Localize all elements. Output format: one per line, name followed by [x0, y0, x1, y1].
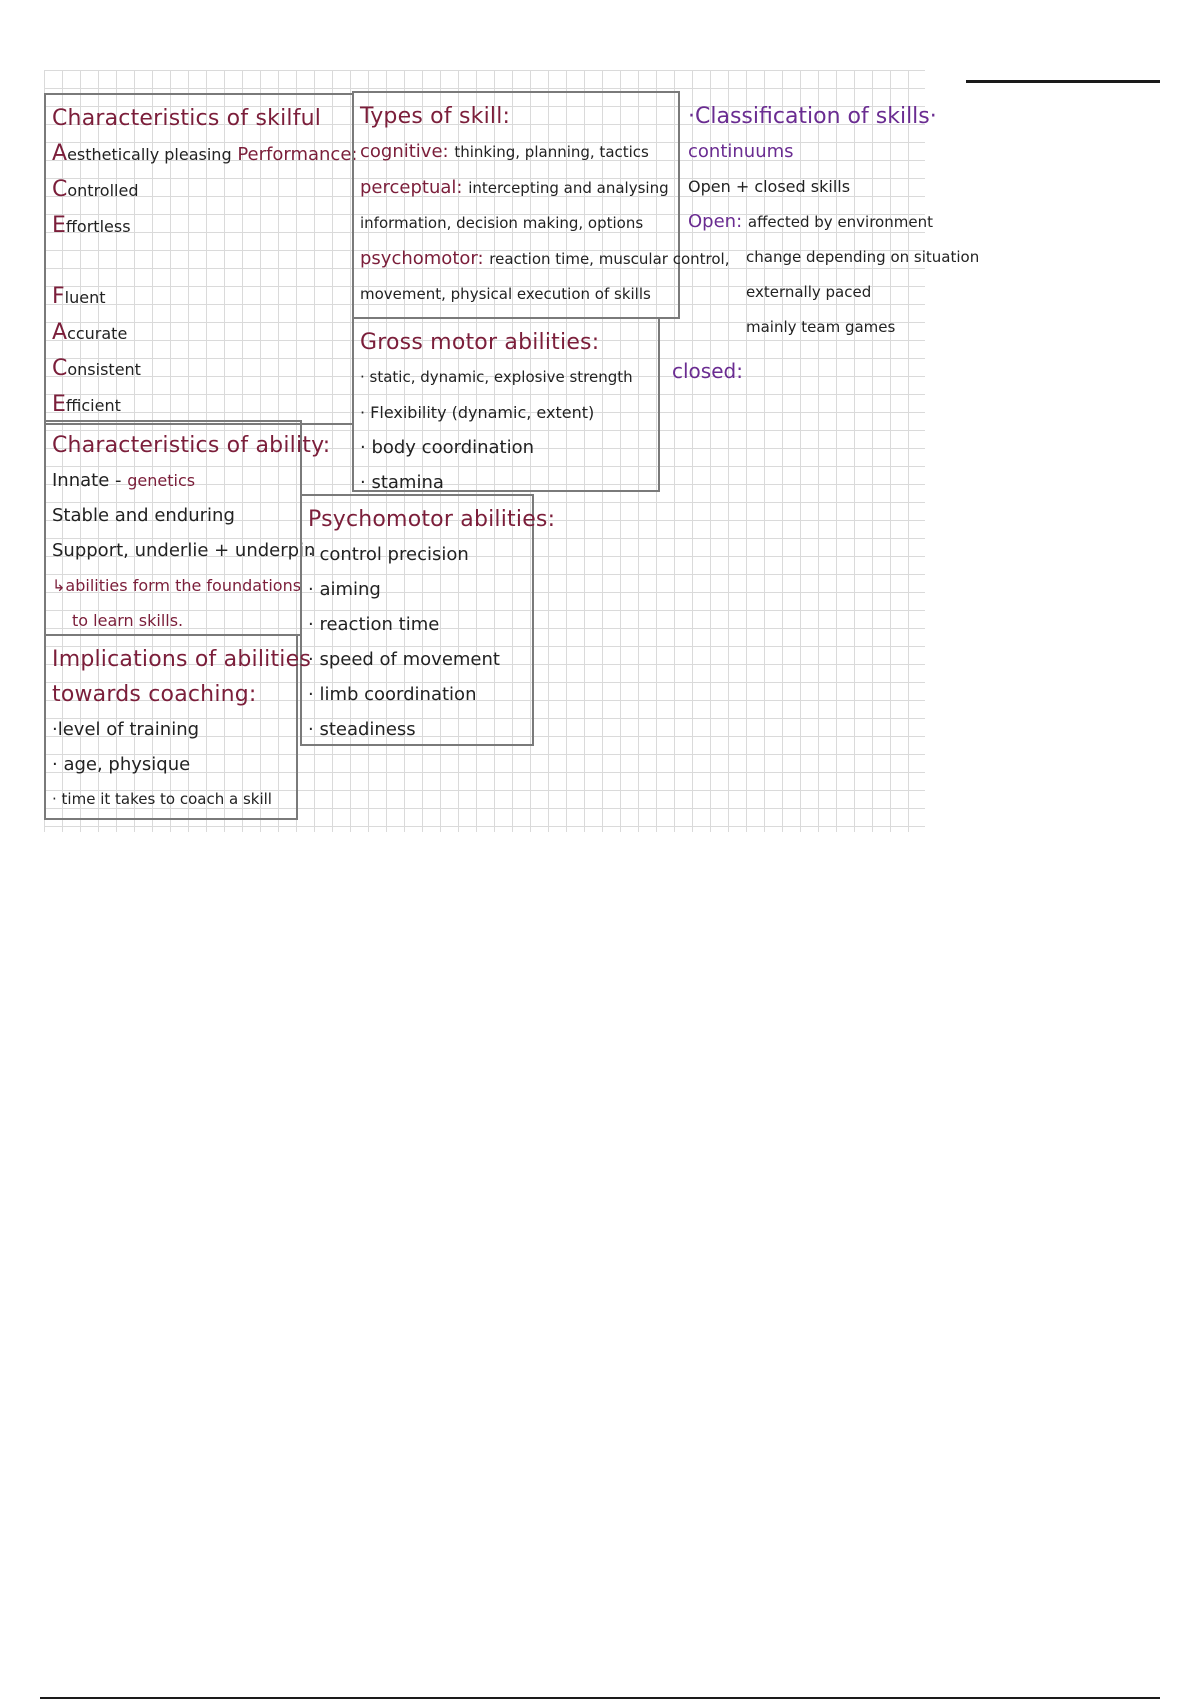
- classification-open-item: externally paced: [746, 283, 872, 301]
- classification-line: Open + closed skills: [688, 177, 851, 196]
- classification-closed: closed:: [672, 359, 743, 383]
- skilful-line: Efficient: [52, 392, 121, 417]
- types-perceptual: perceptual: intercepting and analysing: [360, 177, 669, 198]
- skilful-line: Accurate: [52, 320, 128, 345]
- psychomotor-item: · control precision: [308, 544, 469, 565]
- psychomotor-item: · steadiness: [308, 719, 416, 740]
- skilful-spacer: [52, 244, 344, 279]
- classification-open-item: change depending on situation: [746, 248, 980, 266]
- implications-title-cont: towards coaching:: [52, 682, 257, 707]
- ability-note: ↳abilities form the foundations: [52, 576, 302, 595]
- gross-item: · stamina: [360, 472, 444, 493]
- return-arrow-icon: ↳: [52, 576, 66, 595]
- gross-item: · body coordination: [360, 437, 535, 458]
- classification-open-item: mainly team games: [746, 318, 896, 336]
- classification-open: Open: affected by environment: [688, 211, 933, 232]
- bottom-rule: [40, 1697, 1160, 1699]
- psychomotor-item: · aiming: [308, 579, 381, 600]
- implications-box: [44, 634, 311, 820]
- gross-item: · Flexibility (dynamic, extent): [360, 403, 595, 422]
- gross-box: [352, 317, 660, 492]
- types-title: Types of skill:: [360, 104, 511, 129]
- ability-line: Support, underlie + underpin: [52, 540, 316, 561]
- classification-title: ·Classification of skills·: [688, 104, 937, 129]
- gross-item: · static, dynamic, explosive strength: [360, 368, 633, 386]
- skilful-line: Consistent: [52, 356, 141, 381]
- skilful-box: [44, 93, 358, 425]
- skilful-line: Aesthetically pleasing Performance:: [52, 141, 358, 166]
- psychomotor-item: · limb coordination: [308, 684, 477, 705]
- skilful-line: Effortless: [52, 213, 131, 238]
- implications-item: · time it takes to coach a skill: [52, 790, 272, 808]
- psychomotor-box: [300, 494, 556, 746]
- skilful-line: Fluent: [52, 284, 106, 309]
- ability-innate: Innate - genetics: [52, 470, 196, 491]
- implications-item: ·level of training: [52, 719, 200, 740]
- ability-box: [44, 420, 331, 636]
- psychomotor-item: · reaction time: [308, 614, 440, 635]
- types-box: [352, 91, 730, 319]
- types-psychomotor-cont: movement, physical execution of skills: [360, 285, 651, 303]
- ability-note-cont: to learn skills.: [72, 611, 184, 630]
- top-rule: [966, 80, 1160, 83]
- skilful-title: Characteristics of skilful: [52, 106, 322, 131]
- skilful-line: Controlled: [52, 177, 139, 202]
- implications-item: · age, physique: [52, 754, 191, 775]
- ability-title: Characteristics of ability:: [52, 433, 331, 458]
- classification-subtitle: continuums: [688, 141, 794, 162]
- psychomotor-title: Psychomotor abilities:: [308, 507, 556, 532]
- implications-title: Implications of abilities: [52, 647, 311, 672]
- types-psychomotor: psychomotor: reaction time, muscular control,: [360, 248, 730, 269]
- types-cognitive: cognitive: thinking, planning, tactics: [360, 141, 649, 162]
- ability-line: Stable and enduring: [52, 505, 235, 526]
- psychomotor-item: · speed of movement: [308, 649, 500, 670]
- gross-title: Gross motor abilities:: [360, 330, 600, 355]
- types-perceptual-cont: information, decision making, options: [360, 214, 644, 232]
